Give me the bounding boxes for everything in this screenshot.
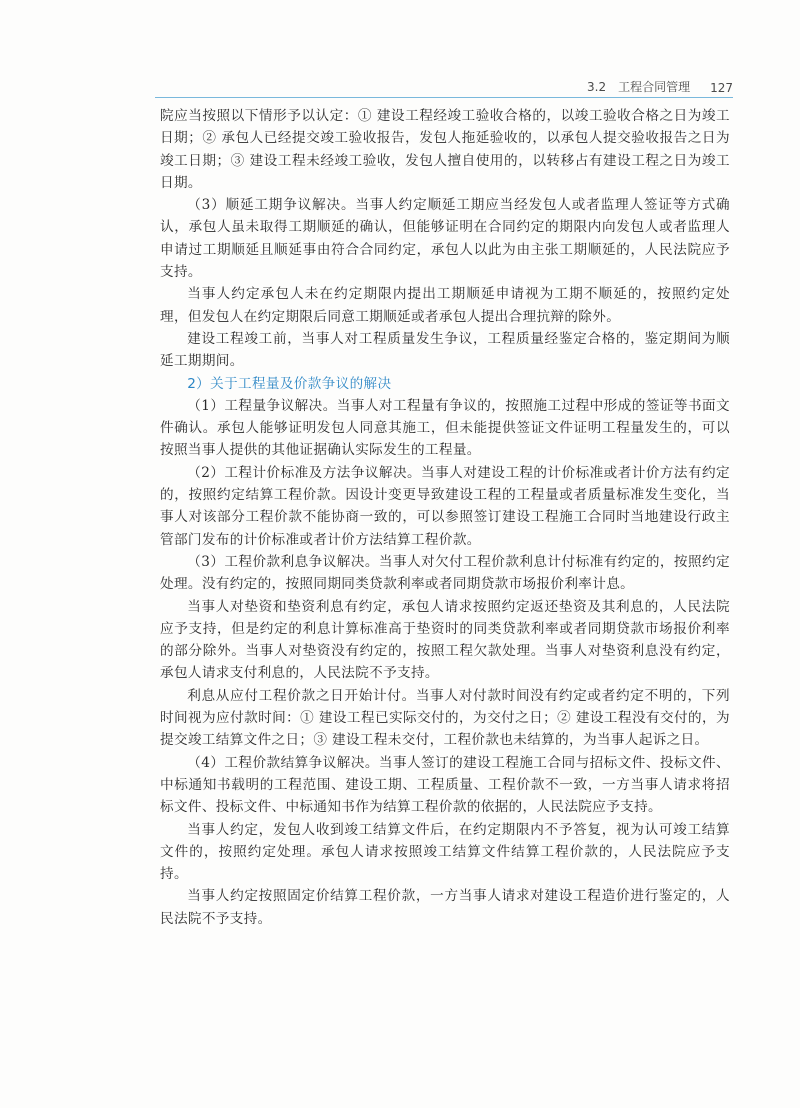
paragraph: 当事人约定承包人未在约定期限内提出工期顺延申请视为工期不顺延的，按照约定处理，但发包人在约定期限后同意工期顺延或者承包人提出合理抗辩的除外。: [160, 286, 730, 325]
paragraph-continued: 院应当按照以下情形予以认定：① 建设工程经竣工验收合格的，以竣工验收合格之日为竣工日期；② 承包人已经提交竣工验收报告，发包人拖延验收的，以承包人提交验收报告之日为竣工日期；③ 建设工程未经竣工验收，发包人擅自使用的，以转移占有建设工程之日为竣工日期。: [160, 108, 730, 191]
running-header: [155, 73, 733, 95]
header-rule: [155, 97, 733, 98]
paragraph: （3）工程价款利息争议解决。当事人对欠付工程价款利息计付标准有约定的，按照约定处理。没有约定的，按照同期同类贷款利率或者同期贷款市场报价利率计息。: [160, 553, 730, 593]
subsection-heading: 2）关于工程量及价款争议的解决: [187, 375, 392, 392]
section-title: 3.2 工程合同管理: [587, 80, 691, 94]
paragraph: 建设工程竣工前，当事人对工程质量发生争议，工程质量经鉴定合格的，鉴定期间为顺延工期期间。: [160, 330, 730, 370]
paragraph: （4）工程价款结算争议解决。当事人签订的建设工程施工合同与招标文件、投标文件、中标通知书载明的工程范围、建设工期、工程质量、工程价款不一致，一方当事人请求将招标文件、投标文件、中标通知书作为结算工程价款的依据的，人民法院应予支持。: [160, 754, 730, 816]
paragraph: 当事人对垫资和垫资利息有约定，承包人请求按照约定返还垫资及其利息的，人民法院应予支持，但是约定的利息计算标准高于垫资时的同类贷款利率或者同期贷款市场报价利率的部分除外。当事人对垫资没有约定的，按照工程欠款处理。当事人对垫资利息没有约定，承包人请求支付利息的，人民法院不予支持。: [160, 598, 730, 682]
page-number: 127: [710, 81, 733, 95]
paragraph: 利息从应付工程价款之日开始计付。当事人对付款时间没有约定或者约定不明的，下列时间视为应付款时间：① 建设工程已实际交付的，为交付之日；② 建设工程没有交付的，为提交竣工结算文件之日；③ 建设工程未交付，工程价款也未结算的，为当事人起诉之日。: [160, 687, 730, 749]
paragraph: 当事人约定按照固定价结算工程价款，一方当事人请求对建设工程造价进行鉴定的，人民法院不予支持。: [160, 888, 730, 927]
body-text: [160, 105, 730, 930]
paragraph: 当事人约定，发包人收到竣工结算文件后，在约定期限内不予答复，视为认可竣工结算文件的，按照约定处理。承包人请求按照竣工结算文件结算工程价款的，人民法院应予支持。: [160, 821, 730, 883]
paragraph: （2）工程计价标准及方法争议解决。当事人对建设工程的计价标准或者计价方法有约定的，按照约定结算工程价款。因设计变更导致建设工程的工程量或者质量标准发生变化，当事人对该部分工程价款不能协商一致的，可以参照签订建设工程施工合同时当地建设行政主管部门发布的计价标准或者计价方法结算工程价款。: [160, 464, 730, 548]
paragraph: （1）工程量争议解决。当事人对工程量有争议的，按照施工过程中形成的签证等书面文件确认。承包人能够证明发包人同意其施工，但未能提供签证文件证明工程量发生的，可以按照当事人提供的其他证据确认实际发生的工程量。: [160, 397, 730, 459]
paragraph: （3）顺延工期争议解决。当事人约定顺延工期应当经发包人或者监理人签证等方式确认，承包人虽未取得工期顺延的确认，但能够证明在合同约定的期限内向发包人或者监理人申请过工期顺延且顺延事由符合合同约定，承包人以此为由主张工期顺延的，人民法院应予支持。: [160, 197, 730, 281]
